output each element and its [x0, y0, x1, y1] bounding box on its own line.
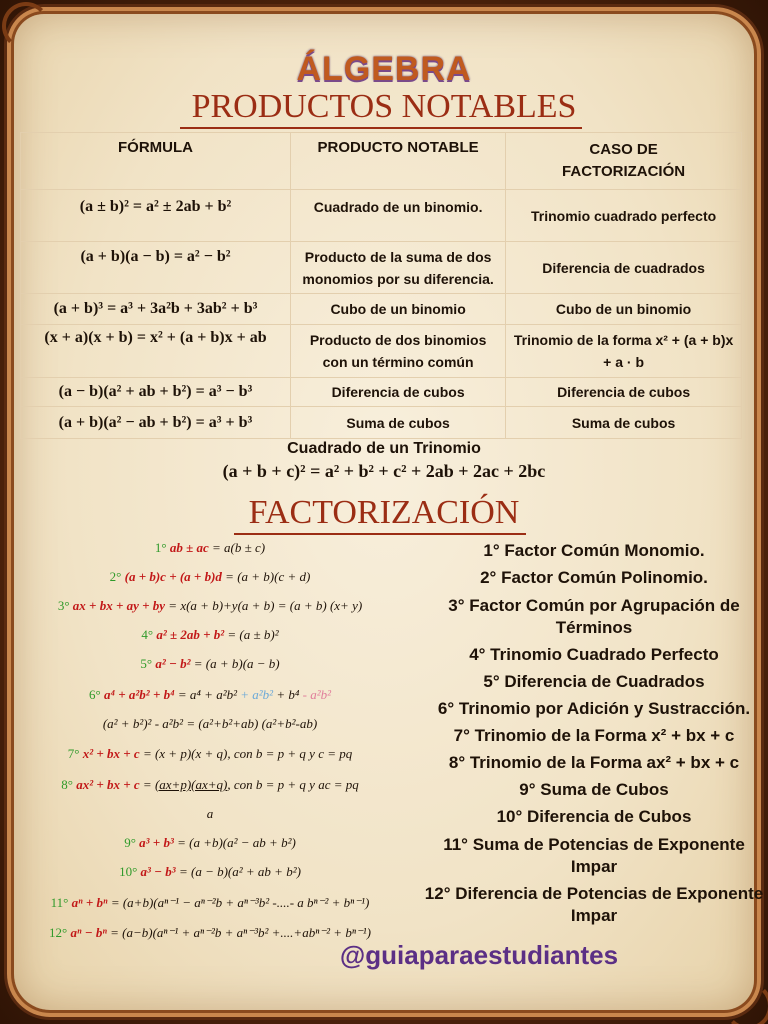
- caso-cell: Trinomio de la forma x² + (a + b)x + a · b: [506, 325, 742, 378]
- formula-lhs: ab ± ac: [169, 540, 209, 555]
- column-header-caso-label: CASO DE FACTORIZACIÓN: [562, 141, 686, 180]
- formula-8-denominator: a: [206, 806, 214, 821]
- formula-number: 10°: [119, 864, 138, 879]
- formula-8: [0, 777, 430, 793]
- table-row: [21, 378, 742, 407]
- title-underline: [180, 127, 582, 129]
- formula-cell: (a − b)(a² + ab + b²) = a³ − b³: [21, 378, 291, 407]
- formula-rhs-cont: + b⁴: [273, 687, 303, 702]
- column-header-producto: PRODUCTO NOTABLE: [291, 133, 506, 190]
- page-title: PRODUCTOS NOTABLES: [191, 88, 577, 125]
- method-name: 9° Suma de Cubos: [519, 780, 669, 799]
- formula-cell: (a + b)(a − b) = a² − b²: [21, 242, 291, 294]
- method-name: 8° Trinomio de la Forma ax² + bx + c: [448, 753, 740, 772]
- formula-11: [0, 895, 430, 911]
- table-row: [21, 407, 742, 439]
- table-header-row: [21, 133, 742, 190]
- table-row: [21, 325, 742, 378]
- formula-lhs: x² + bx + c: [82, 746, 140, 761]
- formula-10: [0, 864, 430, 880]
- formula-12: [0, 925, 430, 941]
- producto-cell: Cubo de un binomio: [291, 294, 506, 325]
- producto-cell: Producto de dos binomios con un término común: [291, 325, 506, 378]
- formula-number: 8°: [61, 777, 73, 792]
- formula-rhs: , con b = p + q y ac = pq: [227, 777, 359, 792]
- column-header-formula: FÓRMULA: [21, 133, 291, 190]
- formula-rhs: = a⁴ + a²b²: [174, 687, 241, 702]
- formula-9: [0, 835, 430, 851]
- formula-number: 2°: [109, 569, 122, 584]
- caso-cell: Trinomio cuadrado perfecto: [506, 190, 742, 242]
- formula-lhs: a⁴ + a²b² + b⁴: [103, 687, 175, 702]
- formula-number: 4°: [141, 627, 154, 642]
- producto-cell: Producto de la suma de dos monomios por su diferencia.: [291, 242, 506, 294]
- subject-title: ÁLGEBRA: [296, 50, 472, 88]
- formula-4: [0, 627, 430, 643]
- productos-notables-table: [20, 132, 742, 439]
- formula-cell: (a ± b)² = a² ± 2ab + b²: [21, 190, 291, 242]
- formula-6-continuation: (a² + b²)² - a²b² = (a²+b²+ab) (a²+b²-ab): [102, 716, 318, 731]
- method-name: 12° Diferencia de Potencias de Exponente Impar: [424, 884, 764, 925]
- formula-equals: =: [139, 777, 155, 792]
- formula-5: [0, 656, 430, 672]
- formula-1: [0, 540, 430, 556]
- table-row: [21, 242, 742, 294]
- formula-rhs: = a(b ± c): [208, 540, 266, 555]
- method-name: 10° Diferencia de Cubos: [496, 807, 692, 826]
- frame-swirl-top-left: [2, 2, 50, 50]
- formula-rhs: = (a+b)(aⁿ⁻¹ − aⁿ⁻²b + aⁿ⁻³b² -....- a bⁿ⁻² + bⁿ⁻¹): [107, 895, 370, 910]
- formula-number: 11°: [50, 895, 69, 910]
- formula-rhs: = (a + b)(a − b): [190, 656, 280, 671]
- formula-lhs: aⁿ − bⁿ: [70, 925, 107, 940]
- table-row: [21, 294, 742, 325]
- formula-number: 12°: [48, 925, 68, 940]
- producto-cell: Diferencia de cubos: [291, 378, 506, 407]
- formula-lhs: ax + bx + ay + by: [72, 598, 166, 613]
- formula-rhs: = (a − b)(a² + ab + b²): [175, 864, 301, 879]
- formula-cell: (x + a)(x + b) = x² + (a + b)x + ab: [21, 325, 291, 378]
- caso-cell: Suma de cubos: [506, 407, 742, 439]
- social-handle: @guiaparaestudiantes: [339, 940, 619, 970]
- caso-cell: Cubo de un binomio: [506, 294, 742, 325]
- caso-cell: Diferencia de cubos: [506, 378, 742, 407]
- formula-number: 5°: [140, 656, 153, 671]
- method-name: 6° Trinomio por Adición y Sustracción.: [437, 699, 751, 718]
- method-name: 11° Suma de Potencias de Exponente Impar: [443, 835, 745, 876]
- formula-number: 7°: [67, 746, 80, 761]
- table-row: [21, 190, 742, 242]
- formula-lhs: (a + b)c + (a + b)d: [124, 569, 222, 584]
- formula-numerator: (ax+p)(ax+q): [154, 777, 228, 792]
- producto-cell: Suma de cubos: [291, 407, 506, 439]
- method-name: 4° Trinomio Cuadrado Perfecto: [469, 645, 719, 664]
- formula-rhs: = (a−b)(aⁿ⁻¹ + aⁿ⁻²b + aⁿ⁻³b² +....+abⁿ⁻² + bⁿ⁻¹): [106, 925, 371, 940]
- caso-cell: Diferencia de cuadrados: [506, 242, 742, 294]
- frame-swirl-bottom-right: [724, 982, 768, 1024]
- formula-rhs: = (a ± b)²: [224, 627, 279, 642]
- formula-subtracted-term: - a²b²: [302, 687, 331, 702]
- method-name: 3° Factor Común por Agrupación de Términos: [448, 596, 740, 637]
- formula-3: [0, 598, 430, 614]
- formula-lhs: a³ + b³: [139, 835, 174, 850]
- formula-2: [0, 569, 430, 585]
- formula-number: 3°: [57, 598, 70, 613]
- formula-lhs: a³ − b³: [140, 864, 176, 879]
- formula-lhs: aⁿ + bⁿ: [71, 895, 108, 910]
- formula-lhs: a² − b²: [155, 656, 191, 671]
- factorizacion-underline: [234, 533, 526, 535]
- formula-rhs: = (a + b)(c + d): [221, 569, 311, 584]
- formula-rhs: = (a +b)(a² − ab + b²): [173, 835, 296, 850]
- formula-number: 1°: [154, 540, 167, 555]
- producto-cell: Cuadrado de un binomio.: [291, 190, 506, 242]
- formula-number: 6°: [89, 687, 101, 702]
- trinomio-formula: (a + b + c)² = a² + b² + c² + 2ab + 2ac + 2bc: [222, 461, 546, 481]
- method-name: 2° Factor Común Polinomio.: [480, 568, 708, 587]
- formula-rhs: = x(a + b)+y(a + b) = (a + b) (x+ y): [165, 598, 363, 613]
- formula-number: 9°: [124, 835, 136, 850]
- formula-lhs: a² ± 2ab + b²: [156, 627, 225, 642]
- method-name: 1° Factor Común Monomio.: [483, 541, 705, 560]
- factorizacion-title: FACTORIZACIÓN: [248, 494, 520, 531]
- formula-6: [0, 687, 430, 703]
- formula-rhs: = (x + p)(x + q), con b = p + q y c = pq: [139, 746, 353, 761]
- method-name: 7° Trinomio de la Forma x² + bx + c: [453, 726, 735, 745]
- formula-lhs: ax² + bx + c: [76, 777, 140, 792]
- formula-7: [0, 746, 430, 762]
- column-header-caso: [506, 133, 742, 190]
- formula-cell: (a + b)(a² − ab + b²) = a³ + b³: [21, 407, 291, 439]
- formula-added-term: + a²b²: [240, 687, 274, 702]
- method-name: 5° Diferencia de Cuadrados: [483, 672, 705, 691]
- formula-cell: (a + b)³ = a³ + 3a²b + 3ab² + b³: [21, 294, 291, 325]
- trinomio-title: Cuadrado de un Trinomio: [287, 440, 481, 457]
